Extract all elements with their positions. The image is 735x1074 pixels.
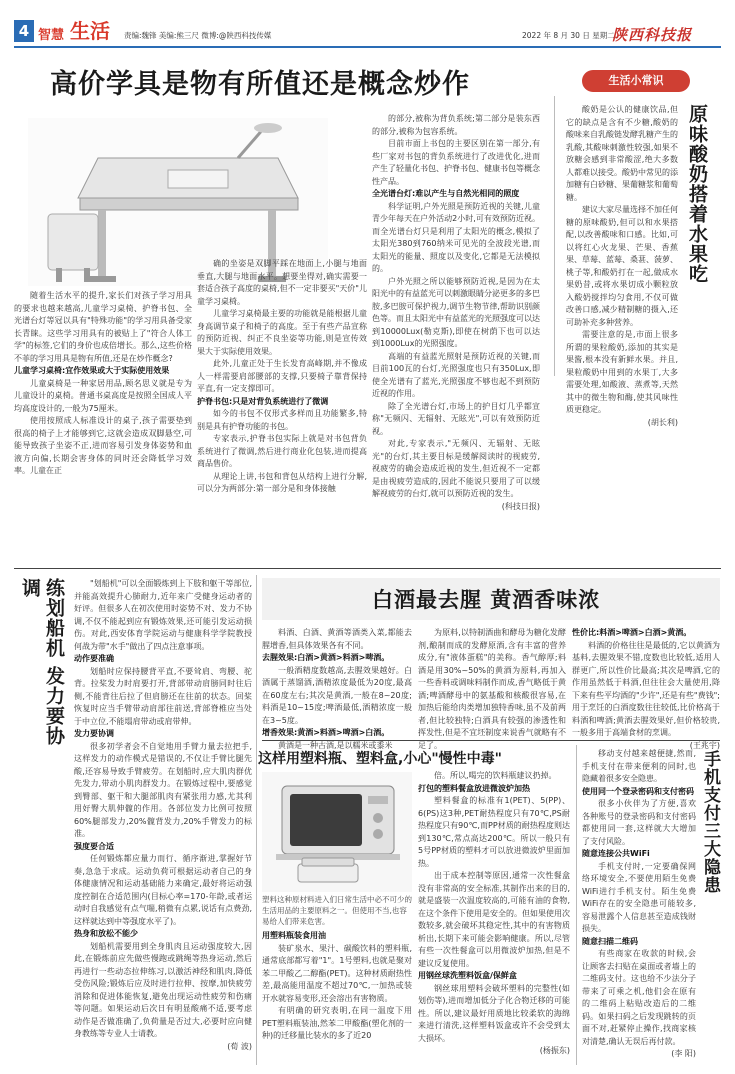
article1-col3	[372, 113, 540, 563]
header-rule	[14, 46, 721, 48]
article2-body	[74, 578, 252, 1063]
paragraph: 任何锻炼都应量力而行、循序渐进,掌握好节奏,急急于求成。运动负荷可根据运动者自己的身体健康情况和运动基础能力来确定,最好将运动强度控制在合适范围内(目标心率=170-年龄,或者运动时自我感觉有点气喘,稍微有点累,说话有点费劲,这样就达到中等强度水平了)。	[74, 854, 252, 926]
article2-border	[256, 575, 257, 1065]
article1-col1	[14, 290, 192, 600]
paragraph: 的部分,被称为背负系统;第二部分是装东西的部分,被称为包容系统。	[372, 114, 540, 136]
paragraph: 出于成本控制等原因,通常一次性餐盒没有非常高的安全标准,其制作出来的目的,就是盛装一次温度较高的,可能有油的食物,在这个条件下使用是安全的。但如果使用次数较多,就会破坏其稳定性,其中的有害物质析出,长期下来可能会影响健康。所以,尽管有些一次性餐盒可以用微波炉加热,但是不建议反复使用。	[418, 871, 570, 968]
paragraph: 装矿泉水、果汁、碳酸饮料的塑料瓶,通常底部都写着"1"。1号塑料,也就是聚对苯二甲酸乙二醇酯(PET)。这种材质耐热性差,最高能用温度不超过70℃,一加热或装开水就容易变形,还会溶出有害物质。	[262, 943, 412, 1003]
section-name-a: 智慧	[38, 28, 65, 43]
article3-col1	[262, 627, 412, 750]
paragraph: 黄酒是一种古酒,是以糯米或黍米	[278, 740, 393, 750]
headline-1: 高价学具是物有所值还是概念炒作	[50, 69, 470, 100]
paragraph: 手机支付时,一定要确保网络环境安全,不要使用陌生免费WiFi进行手机支付。陌生免费WiFi存在的安全隐患可能较多,容易泄露个人信息甚至造成钱财损失。	[582, 861, 696, 933]
paragraph: "划船机"可以全面锻炼到上下肢和躯干等部位,并能高效提升心肺耐力,近年来广受健身运动者的好评。但很多人在初次使用时姿势不对、发力不协调,不仅不能起到应有锻炼效果,还可能引发运动损伤。对此,西安体育学院运动与健康科学学院教授何战为带"水手"做出了四点注意事项。	[74, 579, 252, 651]
paragraph: 倍。所以,喝完的饮料瓶建议扔掉。	[434, 771, 557, 780]
byline: (胡长利)	[647, 417, 678, 427]
section-name-b: 生活	[70, 19, 110, 43]
section-divider-2	[262, 740, 720, 741]
paragraph: 有些商家在收款的时候,会让顾客去扫贴在桌面或者墙上的二维码支付。这也给不少法分子带来了可乘之机,他们会在原有的二维码上粘贴改造后的二维码。如果扫码之后发现跳转的页面不对,赶紧停止操作,找商家核对清楚,确认无误后再付款。	[582, 949, 696, 1046]
byline: (荀 波)	[227, 1041, 252, 1051]
paragraph: 儿童桌椅是一种家居用品,顾名思义就是专为儿童设计的桌椅。普通书桌高度是按照全国成人平均高度设计的,一般为75厘米。	[14, 378, 192, 413]
paragraph: 钢丝球用塑料会破坏塑料的完整性(如划伤等),进而增加低分子化合物迁移的可能性。所以,建议最好用质地比较柔软的海绵来进行清洗,这样塑料饭盒或许不会受到太大损坏。	[418, 983, 570, 1043]
paragraph: 儿童学习桌椅最主要的功能就是能根据儿童身高调节桌子和椅子的高度。至于有些产品宣称的预防近视、纠正不良坐姿等功能,则是宣传效果大于实际使用效果。	[197, 309, 367, 356]
headline-3: 白酒最去腥 黄酒香味浓	[372, 587, 601, 612]
subheading: 动作要准确	[74, 654, 114, 663]
paragraph: 一般酒精度数越高,去腥效果越好。白酒属于蒸馏酒,酒精浓度最低为20度,最高在60度左右;其次是黄酒,一般在8~20度;料酒是10~15度;啤酒最低,酒精浓度一般在3~5度。	[262, 665, 412, 725]
article3-col3	[572, 627, 720, 750]
paragraph: 此外,儿童正处于生长发育高峰期,并不像成人一样需要肩部腰部的支撑,只要椅子靠背保持平直,有一定支撑即可。	[197, 359, 367, 393]
paragraph: 从理论上讲,书包和背包从结构上进行分解,可以分为两部分:第一部分是和身体接触	[197, 471, 367, 493]
side1-vertical-title: 原味酸奶搭着水果吃	[686, 104, 708, 284]
paragraph: 移动支付越来越便捷,然而,手机支付在带来便利的同时,也隐藏着很多安全隐患。	[582, 749, 696, 783]
subheading: 全光谱台灯:难以产生与自然光相同的照度	[372, 189, 520, 198]
subheading: 儿童学习桌椅:宜作效果或大于实际使用效果	[14, 366, 170, 375]
tip-label: 生活小常识	[582, 70, 690, 92]
byline: (王兆宇)	[689, 740, 720, 750]
side1-body	[566, 104, 678, 427]
paragraph: 为原料,以特制酒曲和酵母为糖化发酵剂,酿制而成的发酵原酒,含有丰富的营养成分,有"液体蛋糕"的美称。香气醇厚;料酒是用30%~50%的黄酒为原料,再加入一些香料或调味料制作而成,香气略低于黄酒;啤酒酵母中的氨基酸和核酸很容易,在加热后能给肉类增加独特香味,虽不及前两者,但比较独特;白酒具有较强的渗透性和挥发性,但是不宜坯制度来说香气就略有不足了。	[418, 628, 566, 750]
paragraph: 使用按照成人标准设计的桌子,孩子需要垫到很高的椅子上才能够到它,这就会造成双脚悬空,可能导致孩子坐姿不正,进而容易引发身体姿势和血液方向偏,长期会害身体的同时还会降低学习效率。儿童在正	[14, 416, 192, 475]
subheading: 热身和放松不能少	[74, 929, 138, 938]
article4-border	[576, 745, 577, 1065]
article4-col2	[418, 770, 570, 1064]
subheading: 强度要合适	[74, 841, 114, 851]
paragraph: 很多小伙伴为了方便,喜欢各种账号的登录密码和支付密码都使用同一套,这样就大大增加了支付风险。	[582, 799, 696, 846]
issue-date: 2022 年 8 月 30 日 星期二	[522, 31, 615, 40]
editor-credits: 责编:魏锋 美编:熊三尺 微博:@陕西科技传媒	[124, 31, 272, 40]
article4-caption: 塑料这种原材料进入们日常生活中必不可少的生活用品的主要原料之一。但使用不当,也容易给人们带来危害。	[262, 895, 412, 926]
subheading: 增香效果:黄酒>料酒>啤酒>白酒。	[262, 728, 390, 737]
page-number-badge: 4	[14, 20, 34, 42]
paragraph: 如今的书包不仅形式多样而且功能繁多,特别是具有护脊功能的书包。	[197, 409, 367, 431]
paragraph: 酸奶是公认的健康饮品,但它的缺点是含有不少糖,酸奶的酸味来自乳酸链发酵乳糖产生的乳酸,其酸味刺激性较强,如果不放糖会感到非常酸涩,绝大多数人都难以接受。酸奶中常见的添加糖有白砂糖、果葡糖浆和葡萄糖。	[566, 105, 678, 202]
side1-border	[554, 96, 555, 376]
paragraph: 划船时应保持腰背平直,不要耸肩、弯腰、驼背。拉桨发力时肩要打开,背部带动肩膀同时往后侧,不能背往后拉了但肩膀还在往前的状态。回桨恢复时应当手臂带动肩部往前送,背部脊椎应当处于中立位,不能塌肩带动或肩带伸。	[74, 666, 252, 726]
subheading: 使用同一个登录密码和支付密码	[582, 786, 694, 796]
article1-col2	[197, 258, 367, 600]
subheading: 用钢丝球洗塑料饭盒/保鲜盒	[418, 971, 517, 980]
section-divider-1	[14, 568, 721, 569]
byline: (杨振东)	[539, 1046, 570, 1055]
article5-vertical-title: 手机支付三大隐患	[700, 750, 720, 894]
paragraph: 随着生活水平的提升,家长们对孩子学习用具的要求也越来越高,儿童学习桌椅、护脊书包、全光谱台灯等冠以具有"特殊功能"的学习用具备受家长青睐。这些学习用具有的被贴上了"符合人体工学"的标签,它们的身价也成倍增长。那么,这些价格不菲的学习用具是物有所值,还是在炒作概念?	[14, 291, 192, 363]
subheading: 用塑料瓶装食用油	[262, 931, 326, 940]
subheading: 去腥效果:白酒>黄酒>料酒>啤酒。	[262, 653, 390, 662]
paragraph: 对此,专家表示,"无频闪、无辐射、无眩光"的台灯,其主要目标是缓解阅读时的视疲劳,视疲劳的确会造成近视的发生,但近视不一定都是由视疲劳造成的,因此不能说只要用了可以缓解视疲劳的台灯,就可以预防近视的发生。	[372, 439, 540, 498]
masthead-logo: 陕西科技报	[612, 26, 693, 44]
byline: (科技日报)	[501, 501, 540, 511]
paragraph: 确的坐姿是双脚平踩在地面上,小腿与地面垂直,大腿与地面水平。想要坐得对,确实需要一套适合孩子高度的桌椅,但不一定非要买"天价"儿童学习桌椅。	[197, 259, 367, 306]
paragraph: 很多初学者会不自觉地用手臂力量去拉把手,这样发力的动作模式是错误的,不仅让手臂比腿先酸,还容易导致手臂疲劳。在划船时,应大肌肉群优先发力,带动小肌肉群发力。在锻炼过程中,要感觉到臀部、躯干和大腿部肌肉有紧张用力感,尤其利用好臀大肌伸髋的作用。各部位发力比例可按照60%腿部发力,20%髋背发力,20%手臂发力的标准。	[74, 741, 252, 838]
paragraph: 除了全光谱台灯,市场上的护目灯几乎都宣称"无频闪、无辐射、无眩光",可以有效预防近视。	[372, 401, 540, 436]
paragraph: 科学证明,户外光照是预防近视的关键,儿童青少年每天在户外活动2小时,可有效预防近视。而全光谱台灯只是利用了太阳光的概念,模拟了太阳光380到760纳米可见光的全波段光谱,而太阳光的能量、照度以及变化,它都是无法模拟的。	[372, 201, 540, 273]
article4-col1	[262, 930, 412, 1064]
paragraph: 目前市面上书包的主要区别在第一部分,有些厂家对书包的背负系统进行了改进优化,进而产生了轻量化书包、护脊书包、健康书包等概念性产品。	[372, 139, 540, 186]
article3-col2	[418, 627, 566, 750]
paragraph: 专家表示,护脊书包实际上就是对书包背负系统进行了微调,然后进行商业化包装,进而提高商品售价。	[197, 434, 367, 468]
subheading: 打包的塑料餐盒放进微波炉加热	[418, 783, 530, 793]
paragraph: 高端的有益蓝光照射是预防近视的关键,而目前100瓦的台灯,光照强度也只有350Lux,即使全光谱有了蓝光,光照强度不够也起不到预防近视的作用。	[372, 351, 540, 398]
article5-body	[582, 748, 696, 1064]
paragraph: 有明确的研究表明,在同一温度下用PET塑料瓶装油,然苯二甲酸酯(塑化剂的一种)的迁移量比装水的多了近20	[262, 1006, 412, 1040]
paragraph: 需要注意的是,市面上很多所谓的果粒酸奶,添加的其实是果酱,根本没有新鲜水果。并且,果粒酸奶中用到的水果丁,大多需要处理,如酸液、蒸煮等,天然其中的微生物和酶,使其风味性质更稳定。	[566, 330, 678, 414]
paragraph: 划船机需要用到全身肌肉且运动强度较大,因此,在锻炼前应先做些慢跑或跳绳等热身运动,然后再进行一些动态拉伸练习,以激活神经和肌肉,降低受伤风险;锻炼后应及时进行拉伸、按摩,加快疲劳消除和促进体能恢复,避免出现运动性疲劳和伤痛等问题。如果运动后次日有明显酸痛不适,要考虑动作是否做准确了,负荷量是否过大,必要时应向健身教练等专业人士请教。	[74, 941, 252, 1038]
subheading: 随意扫描二维码	[582, 936, 638, 946]
microwave-illustration	[262, 772, 412, 892]
paragraph: 塑料餐盒的标准有1(PET)、5(PP)、6(PS)这3种,PET耐热程度只有70℃,PS耐热程度只有90℃,而PP材质的耐热程度则达到130℃,常点高达200℃。所以一般只有5号PP材质的塑料才可以放进微波炉里面加热。	[418, 796, 570, 868]
byline: (李 阳)	[671, 1049, 696, 1058]
headline-4: 这样用塑料瓶、塑料盒,小心"慢性中毒"	[258, 751, 502, 767]
page-header	[0, 0, 735, 52]
subheading: 随意连接公共WiFi	[582, 849, 650, 858]
article2-vertical-title: 练划船机 发力要协调	[19, 578, 65, 746]
subheading: 发力要协调	[74, 729, 114, 738]
subheading: 性价比:料酒>啤酒>白酒>黄酒。	[572, 628, 692, 637]
paragraph: 建议大家尽量选择不加任何糖的原味酸奶,但可以和水果搭配,以改善酸味和口感。比如,可以将红心火龙果、芒果、香蕉果、草莓、蓝莓、桑葚、菠萝、桃子等,和酸奶打在一起,做成水果奶昔,或将水果切成小颗粒放入酸奶搅拌均匀食用,不仅可做改善口感,减少精制糖的摄入,还可助补充多种营养。	[566, 205, 678, 327]
paragraph: 料酒、白酒、黄酒等酒类入菜,都能去腥增香,但具体效果各有不同。	[262, 628, 412, 650]
paragraph: 户外光照之所以能够预防近视,是因为在太阳光中的有益蓝光可以刺激眼睛分泌更多的多巴胺,多巴胺可保护视力,调节生物节律,帮助识别颜色等。而且太阳光中有益蓝光的光照强度可以达到10000Lux(勒克斯),即使在树荫下也可以达到1000Lux的光照强度。	[372, 276, 540, 348]
subheading: 护脊书包:只是对背负系统进行了微调	[197, 396, 329, 406]
paragraph: 料酒的价格往往是最低的,它以黄酒为基料,去腥效果不错,度数也比较低,适用人群更广,所以性价比最高;其次是啤酒,它的作用虽然低于料酒,但往往会大量使用,降下来有些平均酒的"少许",还是有些"费钱";用于烹饪的白酒度数往往较低,比价格高于料酒和啤酒;黄酒去腥效果好,但价格较贵,一般多用于高端食材的烹调。	[572, 640, 720, 737]
